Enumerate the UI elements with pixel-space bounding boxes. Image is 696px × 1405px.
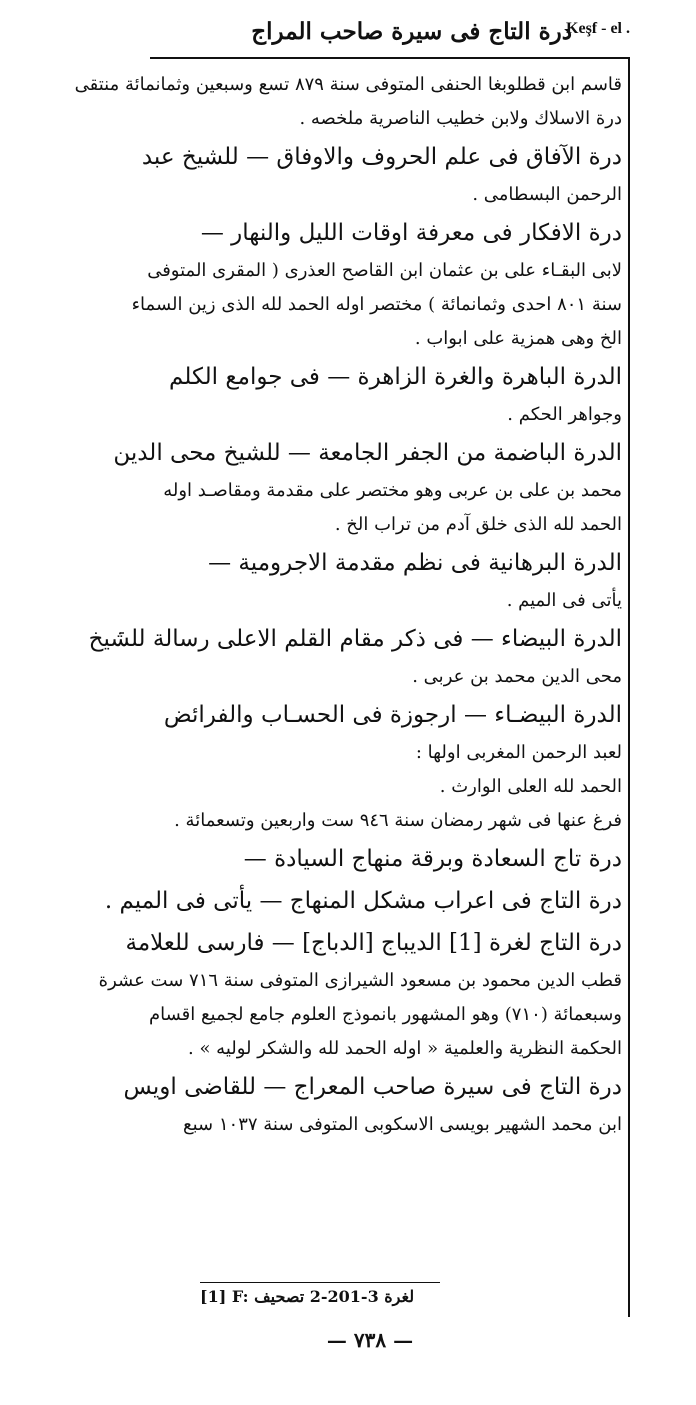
page-number: — ٧٣٨ —	[326, 1328, 414, 1352]
text-line: الحمد لله الذى خلق آدم من تراب الخ .	[334, 514, 622, 535]
text-line: وجواهر الحكم .	[507, 404, 622, 425]
text-line: قطب الدين محمود بن مسعود الشيرازى المتوفى سنة ٧١٦ ست عشرة	[98, 970, 622, 991]
header-rule	[150, 57, 628, 59]
text-line: محى الدين محمد بن عربى .	[412, 666, 622, 687]
text-line: سنة ٨٠١ احدى وثمانمائة ) مختصر اوله الحمد لله الذى زين السماء	[131, 294, 622, 315]
text-line: فرغ عنها فى شهر رمضان سنة ٩٤٦ ست واربعين وتسعمائة .	[174, 810, 622, 831]
text-line: لابى البقـاء على بن عثمان ابن القاصح العذرى ( المقرى المتوفى	[147, 260, 622, 281]
text-line: يأتى فى الميم .	[506, 590, 622, 611]
text-line: ابن محمد الشهير بويسى الاسكوبى المتوفى سنة ١٠٣٧ سبع	[183, 1114, 622, 1135]
text-line: قاسم ابن قطلوبغا الحنفى المتوفى سنة ٨٧٩ تسع وسبعين وثمانمائة منتقى	[74, 74, 622, 95]
entry-heading-line: درة تاج السعادة وبرقة منهاج السيادة —	[243, 846, 622, 872]
text-line: وسبعمائة (٧١٠) وهو المشهور بانموذج العلوم جامع لجميع اقسام	[148, 1004, 622, 1025]
entry-heading-line: الدرة البيضـاء — ارجوزة فى الحسـاب والفرائض	[163, 702, 622, 728]
text-line: محمد بن على بن عربى وهو مختصر على مقدمة ومقاصـد اوله	[163, 480, 622, 501]
entry-heading-line: درة التاج فى سيرة صاحب المعراج — للقاضى اويس	[123, 1074, 622, 1100]
entry-heading-line: درة التاج فى اعراب مشكل المنهاج — يأتى فى الميم .	[104, 888, 622, 914]
footnote: [1] F: لغرة 3-201-2 تصحيف	[200, 1287, 415, 1306]
entry-heading-line: درة التاج لغرة [1] الديباج [الدباج] — فارسى للعلامة	[125, 930, 622, 956]
text-line: الحكمة النظرية والعلمية « اوله الحمد لله والشكر لوليه » .	[188, 1038, 622, 1059]
entry-heading-line: الدرة الباضمة من الجفر الجامعة — للشيخ محى الدين	[113, 440, 622, 466]
entry-heading-line: درة الآفاق فى علم الحروف والاوفاق — للشيخ عبد	[141, 144, 622, 170]
running-header	[150, 18, 630, 54]
entry-heading-line: درة الافكار فى معرفة اوقات الليل والنهار —	[200, 220, 622, 246]
text-line: الحمد لله العلى الوارث .	[439, 776, 622, 797]
entry-heading-line: الدرة الباهرة والغرة الزاهرة — فى جوامع الكلم	[169, 364, 622, 390]
entry-heading-line: الدرة البرهانية فى نظم مقدمة الاجرومية —	[208, 550, 622, 576]
text-line: لعبد الرحمن المغربى اولها :	[415, 742, 622, 763]
text-line: الخ وهى همزية على ابواب .	[414, 328, 622, 349]
footnote-rule	[200, 1282, 440, 1283]
body-text	[74, 68, 622, 1142]
running-header-title: درة التاج فى سيرة صاحب المراج	[251, 18, 572, 45]
text-line: درة الاسلاك ولابن خطيب الناصرية ملخصه .	[299, 108, 622, 129]
running-header-tag: Keşf - el .	[566, 20, 630, 37]
margin-rule	[628, 57, 630, 1317]
text-line: الرحمن البسطامى .	[472, 184, 622, 205]
entry-heading-line: الدرة البيضاء — فى ذكر مقام القلم الاعلى رسالة للشيخ	[88, 626, 622, 652]
